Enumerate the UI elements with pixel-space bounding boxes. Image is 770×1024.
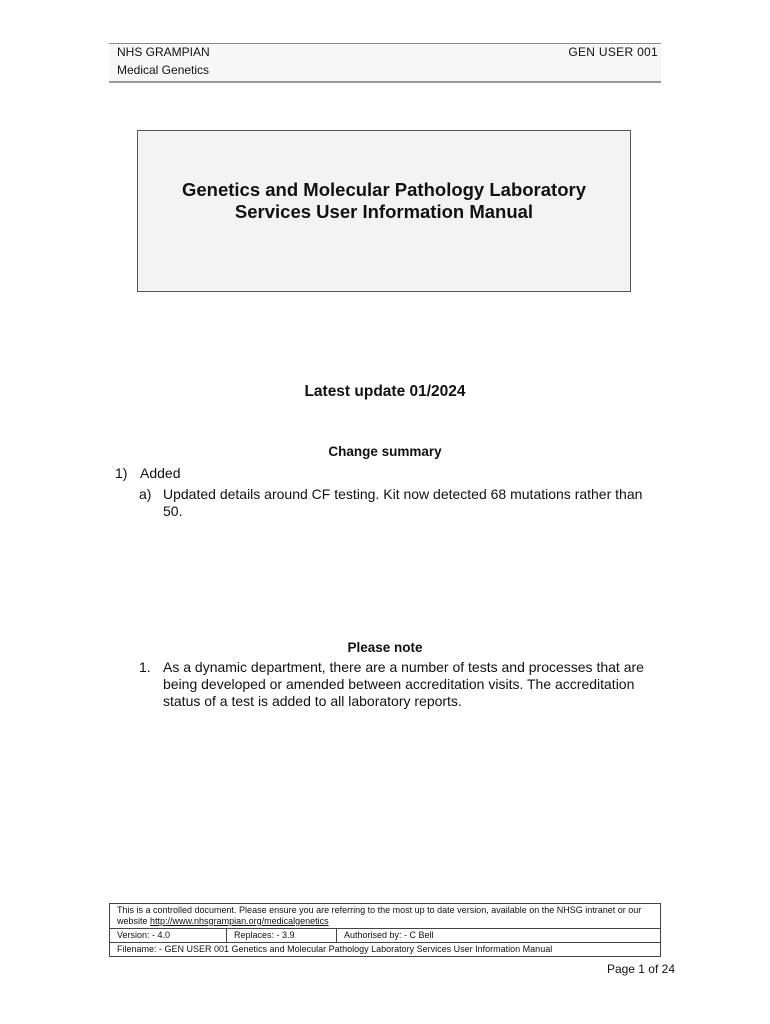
latest-update: Latest update 01/2024 [304,383,466,400]
header-document-reference: GEN USER 001 [568,45,658,59]
control-notice-text: This is a controlled document. Please ensure you are referring to the most up to date version, available on the NHSG intranet or our website [117,905,642,926]
version-cell: Version: - 4.0 [110,929,227,943]
change-item-number: 1) [115,465,128,481]
change-item-label: Added [140,465,181,481]
document-title-line-1: Genetics and Molecular Pathology Laboratory [181,179,586,200]
control-notice-cell [110,904,661,929]
note-item-number: 1. [139,659,151,675]
filename-cell: Filename: - GEN USER 001 Genetics and Molecular Pathology Laboratory Services User Information Manual [110,943,661,957]
version-row [110,929,661,943]
document-control-table [109,903,661,957]
please-note-heading: Please note [347,640,423,655]
replaces-cell: Replaces: - 3.9 [227,929,337,943]
change-summary-heading: Change summary [328,444,442,459]
authorised-cell: Authorised by: - C Bell [337,929,661,943]
control-notice-row [110,904,661,929]
header-organisation: NHS GRAMPIAN [117,45,210,59]
title-box [137,130,631,292]
document-title-line-2: Services User Information Manual [234,201,534,222]
header-department: Medical Genetics [117,63,210,77]
website-link[interactable]: http://www.nhsgrampian.org/medicalgenetics [150,916,329,926]
change-subitem-letter: a) [139,486,152,502]
change-subitem-text: Updated details around CF testing. Kit now detected 68 mutations rather than 50. [163,486,643,519]
page-number: Page 1 of 24 [606,962,675,976]
document-title [149,179,619,223]
note-item-text: As a dynamic department, there are a number of tests and processes that are being developed or amended between accreditation visits. The accreditation status of a test is added to all laboratory reports. [163,659,644,709]
filename-row [110,943,661,957]
